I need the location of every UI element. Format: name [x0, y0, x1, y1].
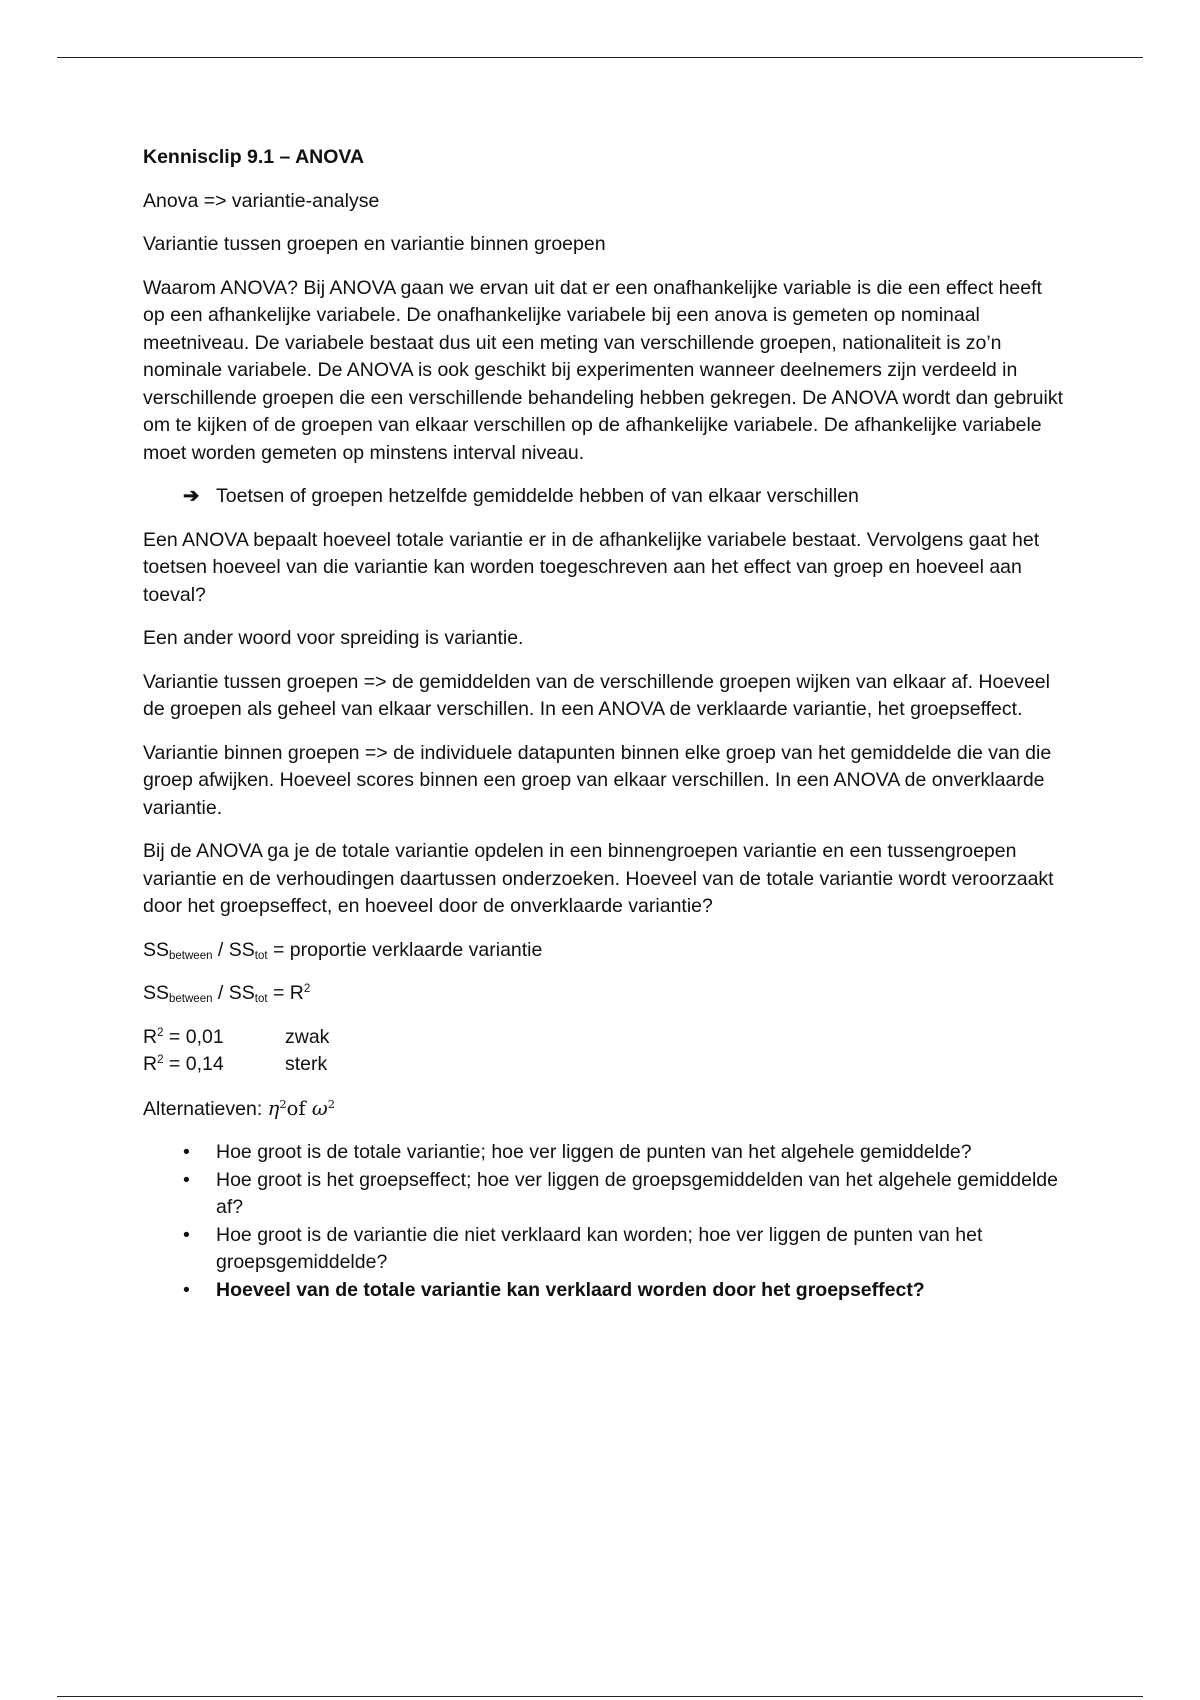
r-symbol: R [143, 1025, 158, 1048]
formula-separator: / [212, 938, 229, 961]
r-symbol: R [143, 1053, 158, 1075]
formula-ss-between: SS [143, 982, 170, 1004]
header-rule [57, 57, 1143, 58]
r-squared-value [143, 1051, 285, 1079]
list-item [183, 1277, 1063, 1305]
formula-separator: / [212, 982, 229, 1004]
alternatives-of: of [286, 1096, 312, 1120]
superscript-two: 2 [303, 983, 311, 995]
subscript-tot: tot [254, 949, 268, 962]
bullet-icon: • [183, 1168, 190, 1191]
paragraph-spreiding: Een ander woord voor spreiding is variantie. [143, 627, 524, 649]
superscript-two: 2 [157, 1054, 164, 1066]
alternatives-line [143, 1095, 1063, 1124]
omega-symbol: ω [311, 1096, 328, 1120]
omega-superscript: 2 [327, 1096, 336, 1111]
list-item-text: Hoe groot is de totale variantie; hoe ver liggen de punten van het algehele gemiddelde? [216, 1141, 972, 1163]
bullet-icon: • [183, 1141, 190, 1163]
r-squared-label: sterk [285, 1053, 328, 1075]
formula-result-text: = proportie verklaarde variantie [267, 938, 543, 961]
document-body [143, 144, 1063, 1304]
paragraph-partition: Bij de ANOVA ga je de totale variantie opdelen in een binnengroepen variantie en een tussengroepen variantie en de verhoudingen daartussen onderzoeken. Hoeveel van de totale variantie wordt veroorzaakt door het groepseffect, en hoeveel door de onverklaarde variantie? [143, 840, 1054, 917]
bullet-icon: • [183, 1278, 190, 1301]
r-value: = 0,14 [163, 1053, 224, 1075]
r-squared-table [143, 1024, 1063, 1079]
section-heading: Kennisclip 9.1 – ANOVA [143, 146, 365, 168]
list-item [183, 1222, 1063, 1277]
arrow-right-icon: ➔ [183, 485, 200, 507]
paragraph-anova-definition: Anova => variantie-analyse [143, 189, 380, 212]
r-squared-row-weak [143, 1024, 1063, 1052]
list-item-text: Hoe groot is het groepseffect; hoe ver liggen de groepsgemiddelden van het algehele gemiddelde af? [216, 1168, 1058, 1218]
arrow-list-item [143, 483, 1063, 511]
r-squared-value [143, 1024, 285, 1052]
r-squared-row-strong [143, 1051, 1063, 1079]
paragraph-total-variance: Een ANOVA bepaalt hoeveel totale variantie er in de afhankelijke variabele bestaat. Vervolgens gaat het toetsen hoeveel van die variantie kan worden toegeschreven aan het effect van groep en hoeveel aan toeval? [143, 528, 1040, 606]
alternatives-label: Alternatieven: [143, 1097, 268, 1120]
bullet-icon: • [183, 1223, 190, 1246]
list-item-text: Hoe groot is de variantie die niet verklaard kan worden; hoe ver liggen de punten van het groepsgemiddelde? [216, 1223, 983, 1273]
formula-ss-tot: SS [228, 982, 255, 1004]
formula-proportion [143, 937, 1063, 965]
formula-ss-between: SS [143, 938, 170, 961]
formula-equals-r: = R [267, 982, 304, 1004]
subscript-between: between [169, 949, 213, 962]
paragraph-why-anova: Waarom ANOVA? Bij ANOVA gaan we ervan uit dat er een onafhankelijke variable is die een effect heeft op een afhankelijke variabele. De onafhankelijke variabele bij een anova is gemeten op nominaal meetniveau. De variabele bestaat dus uit een meting van verschillende groepen, nationaliteit is zo’n nominale variabele. De ANOVA is ook geschikt bij experimenten wanneer deelnemers zijn verdeeld in verschillende groepen die een verschillende behandeling hebben gekregen. De ANOVA wordt dan gebruikt om te kijken of de groepen van elkaar verschillen op de afhankelijke variabele. De afhankelijke variabele moet worden gemeten op minstens interval niveau. [143, 276, 1064, 464]
question-list [143, 1139, 1063, 1304]
paragraph-variance-types: Variantie tussen groepen en variantie binnen groepen [143, 233, 606, 255]
arrow-item-text: Toetsen of groepen hetzelfde gemiddelde hebben of van elkaar verschillen [216, 485, 859, 507]
eta-superscript: 2 [279, 1096, 287, 1111]
formula-ss-tot: SS [228, 938, 255, 961]
r-squared-label: zwak [285, 1025, 330, 1048]
subscript-between: between [169, 993, 213, 1005]
list-item [183, 1167, 1063, 1222]
r-value: = 0,01 [163, 1025, 224, 1048]
superscript-two: 2 [157, 1026, 164, 1039]
subscript-tot: tot [254, 993, 268, 1005]
list-item-text-bold: Hoeveel van de totale variantie kan verklaard worden door het groepseffect? [216, 1278, 925, 1301]
footer-rule [57, 1696, 1143, 1697]
formula-r-squared [143, 980, 1063, 1008]
paragraph-within-groups: Variantie binnen groepen => de individuele datapunten binnen elke groep van het gemiddelde die van die groep afwijken. Hoeveel scores binnen een groep van elkaar verschillen. In een ANOVA de onverklaarde variantie. [143, 741, 1052, 819]
list-item [183, 1139, 1063, 1167]
paragraph-between-groups: Variantie tussen groepen => de gemiddelden van de verschillende groepen wijken van elkaar af. Hoeveel de groepen als geheel van elkaar verschillen. In een ANOVA de verklaarde variantie, het groepseffect. [143, 670, 1050, 720]
eta-symbol: η [267, 1096, 280, 1120]
